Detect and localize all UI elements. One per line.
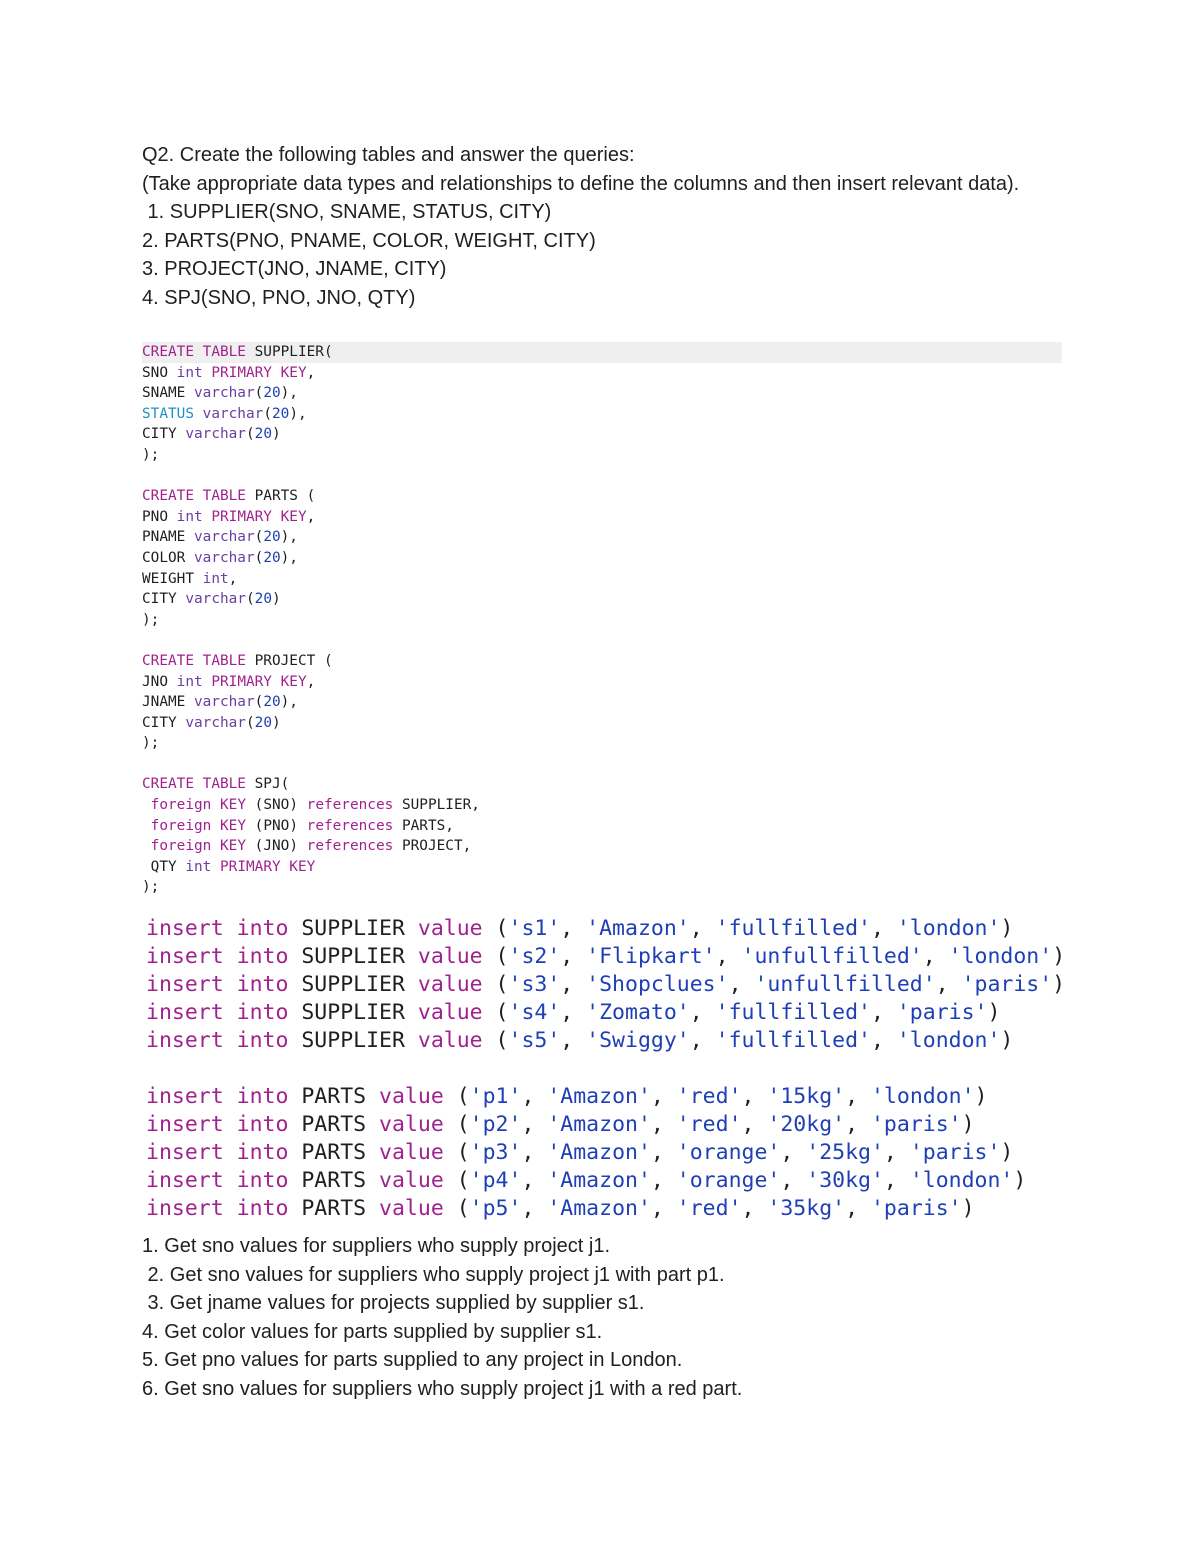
- string-literal: 'orange': [676, 1140, 781, 1165]
- question-heading: Q2. Create the following tables and answer the queries:: [142, 144, 635, 166]
- code-text: (PNO): [246, 817, 307, 834]
- code-text: PARTS,: [393, 817, 454, 834]
- question-intro: [142, 141, 1062, 312]
- keyword: insert: [146, 944, 224, 969]
- keyword: value: [379, 1084, 444, 1109]
- code-text: (SNO): [246, 797, 307, 814]
- code-text: SUPPLIER(: [245, 344, 333, 360]
- column-name: SNO: [142, 364, 177, 381]
- column-name: WEIGHT: [142, 570, 203, 587]
- keyword: insert: [146, 1000, 224, 1025]
- string-literal: 'paris': [961, 972, 1053, 997]
- keyword: CREATE: [142, 344, 194, 360]
- keyword: PRIMARY KEY: [211, 673, 307, 690]
- code-text: (JNO): [246, 838, 307, 855]
- table-name: PARTS: [301, 1112, 367, 1137]
- string-literal: '20kg': [767, 1112, 846, 1137]
- query-item: 5. Get pno values for parts supplied to any project in London.: [142, 1349, 683, 1371]
- code-line: [142, 857, 1062, 878]
- keyword: value: [417, 1028, 483, 1053]
- string-literal: 'Amazon': [547, 1196, 651, 1221]
- keyword: insert: [146, 1028, 224, 1053]
- keyword: TABLE: [202, 652, 246, 669]
- string-literal: 'london': [909, 1168, 1014, 1193]
- insert-line: insert into PARTS value ('p5', 'Amazon', 'red', '35kg', 'paris'): [146, 1196, 975, 1221]
- string-literal: 's4': [508, 1000, 561, 1025]
- string-literal: '35kg': [767, 1196, 846, 1221]
- number: 20: [271, 405, 290, 422]
- string-literal: 'london': [896, 1028, 1001, 1053]
- keyword: insert: [146, 1112, 224, 1137]
- string-literal: 'Amazon': [586, 916, 690, 941]
- number: 20: [263, 529, 281, 546]
- code-line: [142, 774, 1062, 795]
- table-definition-4: 4. SPJ(SNO, PNO, JNO, QTY): [142, 286, 416, 309]
- type: int: [176, 364, 203, 381]
- code-line: WEIGHT int,: [142, 570, 238, 587]
- code-line: [142, 486, 1062, 507]
- string-literal: 'paris': [909, 1140, 1001, 1165]
- keyword: KEY: [220, 797, 246, 814]
- string-literal: 'p2': [469, 1112, 522, 1137]
- column-name: COLOR: [142, 549, 194, 566]
- column-name: CITY: [142, 426, 186, 443]
- keyword: into: [236, 944, 289, 969]
- keyword: value: [379, 1140, 444, 1165]
- keyword: value: [417, 1000, 483, 1025]
- code-line: [142, 342, 1062, 363]
- type: int: [202, 570, 229, 587]
- string-literal: 'london': [870, 1084, 975, 1109]
- string-literal: 'orange': [676, 1168, 781, 1193]
- insert-line: insert into SUPPLIER value ('s4', 'Zomato', 'fullfilled', 'paris'): [146, 1000, 1001, 1025]
- blank-line: [142, 754, 1062, 775]
- query-item: 6. Get sno values for suppliers who supply project j1 with a red part.: [142, 1377, 743, 1400]
- query-item: 3. Get jname values for projects supplied by supplier s1.: [142, 1292, 645, 1314]
- table-name: SUPPLIER: [301, 916, 405, 941]
- code-line: );: [142, 446, 160, 463]
- keyword: into: [236, 916, 289, 941]
- query-item: 1. Get sno values for suppliers who supply project j1.: [142, 1235, 611, 1257]
- keyword: into: [236, 1196, 289, 1221]
- table-definition-3: 3. PROJECT(JNO, JNAME, CITY): [142, 258, 447, 280]
- type: varchar: [193, 549, 255, 566]
- insert-line: insert into SUPPLIER value ('s5', 'Swiggy', 'fullfilled', 'london'): [146, 1028, 1014, 1053]
- string-literal: 'Flipkart': [586, 944, 716, 969]
- code-line: );: [142, 879, 160, 896]
- keyword: KEY: [220, 817, 246, 834]
- column-name: CITY: [142, 714, 186, 731]
- type: int: [176, 508, 203, 525]
- type: int: [176, 673, 203, 690]
- keyword: insert: [146, 1168, 224, 1193]
- query-list: [142, 1232, 1062, 1403]
- type: varchar: [185, 591, 246, 608]
- keyword: value: [379, 1196, 444, 1221]
- keyword: CREATE: [142, 652, 194, 669]
- string-literal: 'fullfilled': [715, 916, 871, 941]
- string-literal: '30kg': [806, 1168, 884, 1193]
- code-text: PARTS (: [245, 488, 316, 505]
- code-line: SNAME varchar(20),: [142, 385, 298, 402]
- number: 20: [263, 549, 281, 566]
- keyword: foreign: [150, 838, 212, 855]
- string-literal: 'Zomato': [586, 1000, 690, 1025]
- code-line: CITY varchar(20): [142, 714, 281, 731]
- keyword: foreign: [150, 817, 212, 834]
- code-line: CITY varchar(20): [142, 426, 281, 443]
- table-name: PARTS: [301, 1140, 367, 1165]
- table-name: SUPPLIER: [301, 1000, 405, 1025]
- string-literal: '15kg': [767, 1084, 846, 1109]
- code-line: );: [142, 611, 160, 628]
- number: 20: [254, 591, 272, 608]
- keyword: into: [236, 1084, 289, 1109]
- string-literal: 'p4': [469, 1168, 522, 1193]
- keyword: into: [236, 1168, 289, 1193]
- table-name: PARTS: [301, 1168, 367, 1193]
- keyword: CREATE: [142, 488, 194, 505]
- code-line: PNO int PRIMARY KEY,: [142, 508, 316, 525]
- table-definition-2: 2. PARTS(PNO, PNAME, COLOR, WEIGHT, CITY): [142, 229, 596, 252]
- string-literal: 'p3': [469, 1140, 522, 1165]
- keyword: value: [379, 1168, 444, 1193]
- type: varchar: [185, 714, 246, 731]
- insert-line: insert into SUPPLIER value ('s3', 'Shopclues', 'unfullfilled', 'paris'): [146, 972, 1066, 997]
- keyword: foreign: [150, 797, 212, 814]
- number: 20: [254, 426, 272, 443]
- keyword: PRIMARY KEY: [211, 364, 307, 381]
- keyword: value: [417, 916, 483, 941]
- column-name: PNO: [142, 508, 177, 525]
- string-literal: 'london': [948, 944, 1053, 969]
- table-definition-1: 1. SUPPLIER(SNO, SNAME, STATUS, CITY): [142, 201, 552, 223]
- code-line: JNO int PRIMARY KEY,: [142, 673, 316, 690]
- blank-line: [142, 466, 1062, 487]
- string-literal: 's5': [508, 1028, 561, 1053]
- insert-line: insert into PARTS value ('p2', 'Amazon', 'red', '20kg', 'paris'): [146, 1112, 975, 1137]
- keyword: KEY: [220, 838, 246, 855]
- string-literal: 'fullfilled': [715, 1000, 871, 1025]
- keyword: insert: [146, 916, 224, 941]
- code-line: [142, 836, 1062, 857]
- number: 20: [263, 694, 281, 711]
- keyword: into: [236, 1112, 289, 1137]
- keyword: into: [236, 1000, 289, 1025]
- string-literal: 'Amazon': [547, 1084, 651, 1109]
- string-literal: 'Amazon': [547, 1140, 651, 1165]
- column-name: QTY: [142, 858, 186, 875]
- keyword: TABLE: [202, 344, 246, 360]
- string-literal: 'p1': [469, 1084, 522, 1109]
- code-line: CITY varchar(20): [142, 591, 281, 608]
- keyword: value: [417, 972, 483, 997]
- keyword: TABLE: [202, 776, 246, 793]
- string-literal: 'paris': [870, 1112, 962, 1137]
- code-text: SPJ(: [245, 776, 290, 793]
- keyword: insert: [146, 1084, 224, 1109]
- keyword: references: [306, 797, 394, 814]
- create-table-code: [142, 342, 1062, 898]
- string-literal: '25kg': [806, 1140, 884, 1165]
- code-line: [142, 795, 1062, 816]
- number: 20: [254, 714, 272, 731]
- code-line: COLOR varchar(20),: [142, 549, 298, 566]
- keyword: into: [236, 1140, 289, 1165]
- string-literal: 'unfullfilled': [754, 972, 936, 997]
- string-literal: 'Amazon': [547, 1168, 651, 1193]
- string-literal: 'Shopclues': [586, 972, 729, 997]
- query-item: 2. Get sno values for suppliers who supply project j1 with part p1.: [142, 1263, 725, 1286]
- table-name: SUPPLIER: [301, 972, 405, 997]
- code-line: );: [142, 735, 160, 752]
- code-text: SUPPLIER,: [393, 797, 480, 814]
- keyword: STATUS: [142, 405, 194, 422]
- code-line: SNO int PRIMARY KEY,: [142, 364, 316, 381]
- keyword: value: [417, 944, 483, 969]
- string-literal: 'red': [676, 1084, 742, 1109]
- code-text: PROJECT (: [245, 652, 333, 669]
- code-line: [142, 651, 1062, 672]
- string-literal: 'Amazon': [547, 1112, 651, 1137]
- code-line: [142, 816, 1062, 837]
- number: 20: [263, 385, 281, 402]
- string-literal: 's3': [508, 972, 561, 997]
- keyword: value: [379, 1112, 444, 1137]
- string-literal: 'p5': [469, 1196, 522, 1221]
- keyword: into: [236, 1028, 289, 1053]
- string-literal: 'red': [676, 1196, 742, 1221]
- string-literal: 'fullfilled': [715, 1028, 871, 1053]
- keyword: references: [306, 838, 394, 855]
- insert-line: insert into PARTS value ('p1', 'Amazon', 'red', '15kg', 'london'): [146, 1084, 988, 1109]
- keyword: into: [236, 972, 289, 997]
- table-name: SUPPLIER: [301, 1028, 405, 1053]
- keyword: PRIMARY KEY: [211, 508, 307, 525]
- insert-line: insert into SUPPLIER value ('s1', 'Amazon', 'fullfilled', 'london'): [146, 916, 1014, 941]
- insert-line: insert into SUPPLIER value ('s2', 'Flipkart', 'unfullfilled', 'london'): [146, 944, 1066, 969]
- string-literal: 'paris': [896, 1000, 988, 1025]
- keyword: insert: [146, 972, 224, 997]
- blank-line: [146, 1055, 1065, 1083]
- keyword: CREATE: [142, 776, 194, 793]
- code-line: PNAME varchar(20),: [142, 529, 298, 546]
- code-line: STATUS varchar(20),: [142, 405, 307, 422]
- keyword: insert: [146, 1196, 224, 1221]
- string-literal: 'unfullfilled': [741, 944, 923, 969]
- type: varchar: [202, 405, 264, 422]
- column-name: CITY: [142, 591, 186, 608]
- string-literal: 's2': [508, 944, 561, 969]
- code-text: PROJECT,: [393, 838, 472, 855]
- column-name: JNO: [142, 673, 177, 690]
- table-name: PARTS: [301, 1196, 367, 1221]
- type: varchar: [185, 426, 246, 443]
- insert-statements-code: [146, 915, 1065, 1223]
- question-instruction: (Take appropriate data types and relationships to define the columns and then insert relevant data).: [142, 172, 1020, 195]
- keyword: PRIMARY KEY: [220, 858, 316, 875]
- column-name: JNAME: [142, 694, 194, 711]
- column-name: SNAME: [142, 385, 194, 402]
- table-name: PARTS: [301, 1084, 367, 1109]
- string-literal: 'red': [676, 1112, 742, 1137]
- type: varchar: [193, 385, 255, 402]
- string-literal: 's1': [508, 916, 561, 941]
- type: varchar: [193, 694, 255, 711]
- column-name: PNAME: [142, 529, 194, 546]
- insert-line: insert into PARTS value ('p3', 'Amazon', 'orange', '25kg', 'paris'): [146, 1140, 1014, 1165]
- insert-line: insert into PARTS value ('p4', 'Amazon', 'orange', '30kg', 'london'): [146, 1168, 1027, 1193]
- code-line: JNAME varchar(20),: [142, 694, 298, 711]
- keyword: insert: [146, 1140, 224, 1165]
- type: int: [185, 858, 212, 875]
- type: varchar: [193, 529, 255, 546]
- keyword: references: [306, 817, 394, 834]
- blank-line: [142, 630, 1062, 651]
- string-literal: 'paris': [870, 1196, 962, 1221]
- string-literal: 'Swiggy': [586, 1028, 690, 1053]
- query-item: 4. Get color values for parts supplied by supplier s1.: [142, 1320, 603, 1343]
- string-literal: 'london': [896, 916, 1001, 941]
- keyword: TABLE: [202, 488, 246, 505]
- table-name: SUPPLIER: [301, 944, 405, 969]
